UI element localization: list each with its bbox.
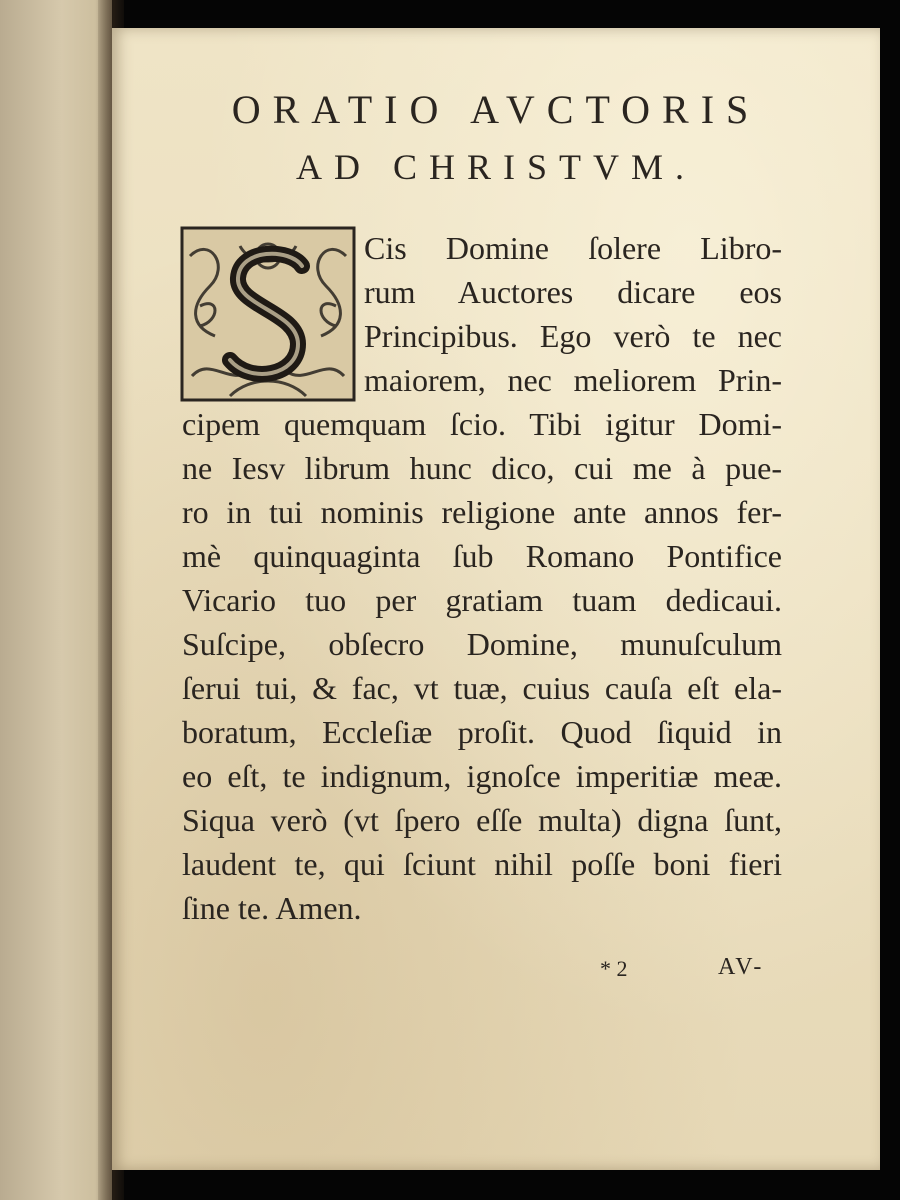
- text-line: ro in tui nominis religione ante annos fer-: [182, 494, 782, 530]
- text-line: Principibus. Ego verò te nec: [364, 318, 782, 354]
- text-line: eo eſt, te indignum, ignoſce imperitiæ meæ.: [182, 758, 782, 794]
- text-line: Siqua verò (vt ſpero eſſe multa) digna ſunt,: [182, 802, 782, 838]
- text-line: boratum, Eccleſiæ proſit. Quod ſiquid in: [182, 714, 782, 750]
- facing-page-edge: [0, 0, 112, 1200]
- text-line: cipem quemquam ſcio. Tibi igitur Domi-: [182, 406, 782, 442]
- catchword: AV-: [718, 954, 765, 980]
- text-line: Suſcipe, obſecro Domine, munuſculum: [182, 626, 782, 662]
- text-line: ſerui tui, & fac, vt tuæ, cuius cauſa eſt ela-: [182, 670, 782, 706]
- text-line: rum Auctores dicare eos: [364, 274, 782, 310]
- oration-text: [182, 226, 782, 930]
- heading-line-1: ORATIO AVCTORIS: [231, 87, 761, 132]
- text-line: Vicario tuo per gratiam tuam dedicaui.: [182, 582, 782, 618]
- text-line: ne Iesv librum hunc dico, cui me à pue-: [182, 450, 782, 486]
- initial-letter-text: S: [268, 260, 269, 261]
- text-line: maiorem, nec meliorem Prin-: [364, 362, 782, 398]
- signature-mark: * 2: [600, 956, 628, 981]
- text-line: mè quinquaginta ſub Romano Pontifice: [182, 538, 782, 574]
- text-line: ſine te. Amen.: [182, 890, 362, 926]
- book-page: [112, 28, 880, 1170]
- text-line: laudent te, qui ſciunt nihil poſſe boni fieri: [182, 846, 782, 882]
- heading-line-2: AD CHRISTVM.: [295, 147, 697, 187]
- text-line: Cis Domine ſolere Libro-: [364, 230, 782, 266]
